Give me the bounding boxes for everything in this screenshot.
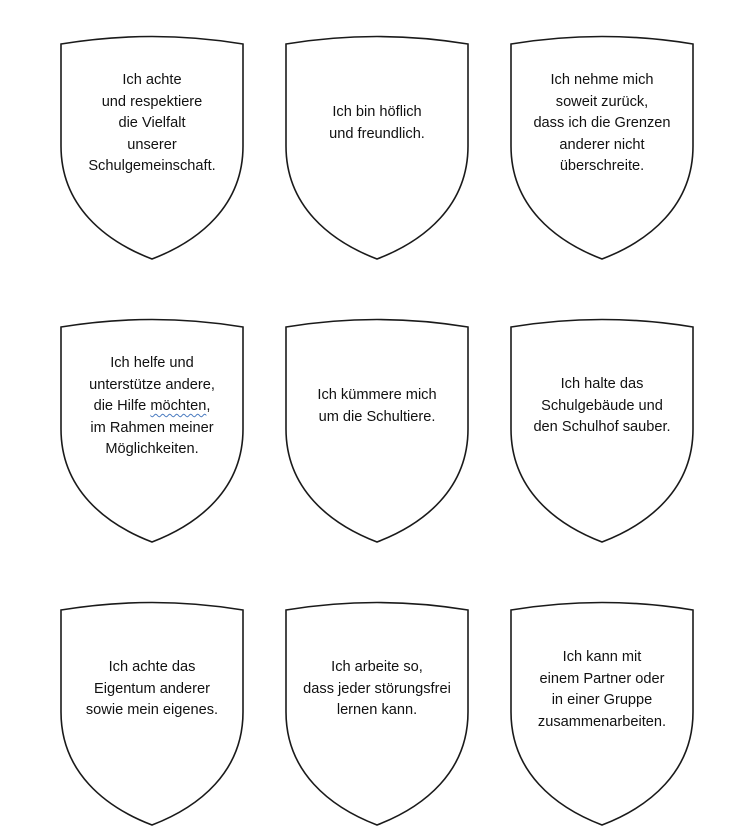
shield-card-text — [517, 374, 687, 439]
shield-line: sowie mein eigenes. — [85, 702, 219, 718]
shield-card-text — [292, 657, 462, 722]
shield-line: Schulgebäude und — [541, 397, 663, 414]
shield-line: anderer nicht — [559, 136, 645, 153]
shield-card-6 — [509, 319, 695, 543]
shield-card-text — [67, 353, 237, 461]
shield-card-text — [292, 385, 462, 428]
shield-line-suffix: , — [206, 398, 211, 414]
shield-line — [67, 396, 237, 418]
shield-line: den Schulhof sauber. — [533, 419, 671, 435]
shield-line: Ich achte das — [108, 659, 196, 675]
shield-line: und freundlich. — [329, 125, 425, 142]
shield-line: dass ich die Grenzen — [533, 115, 671, 131]
shield-line: in einer Gruppe — [551, 692, 653, 708]
shield-line: Ich helfe und — [110, 355, 194, 371]
shield-card-7 — [59, 602, 245, 826]
shield-card-text — [292, 102, 462, 145]
shield-card-1 — [59, 36, 245, 260]
shield-line: Eigentum anderer — [93, 680, 210, 697]
shield-line: Ich achte — [122, 72, 182, 88]
shield-line: im Rahmen meiner — [90, 419, 214, 436]
shield-line: die Vielfalt — [118, 115, 186, 131]
shield-line: Ich bin höflich — [332, 104, 422, 120]
shield-outline — [284, 319, 470, 543]
shield-line-prefix: die Hilfe — [93, 398, 151, 414]
shield-line: und respektiere — [101, 93, 203, 110]
shield-line: unserer — [127, 136, 177, 153]
shield-line: zusammenarbeiten. — [537, 713, 667, 730]
shield-line: überschreite. — [559, 158, 645, 174]
shield-card-3 — [509, 36, 695, 260]
shield-card-text — [517, 70, 687, 178]
shield-line: Ich halte das — [560, 376, 644, 392]
shield-line: unterstütze andere, — [89, 376, 215, 393]
flagged-word: möchten — [150, 398, 207, 414]
shield-card-2 — [284, 36, 470, 260]
shield-line: einem Partner oder — [539, 670, 665, 687]
shield-line: Möglichkeiten. — [105, 441, 199, 457]
shield-line: um die Schultiere. — [318, 408, 436, 425]
shield-line: Ich nehme mich — [550, 72, 654, 88]
shield-card-9 — [509, 602, 695, 826]
shield-line: Schulgemeinschaft. — [88, 158, 216, 174]
shield-card-5 — [284, 319, 470, 543]
shield-line: dass jeder störungsfrei — [303, 680, 451, 697]
shield-card-text — [67, 657, 237, 722]
shield-line: lernen kann. — [336, 702, 418, 718]
shield-line: soweit zurück, — [555, 93, 649, 110]
shield-outline — [284, 36, 470, 260]
shield-card-text — [517, 647, 687, 733]
shield-line: Ich kann mit — [562, 649, 642, 665]
shield-line: Ich kümmere mich — [317, 387, 437, 403]
shield-card-text — [67, 70, 237, 178]
shield-card-4 — [59, 319, 245, 543]
shield-card-8 — [284, 602, 470, 826]
shield-line: Ich arbeite so, — [331, 659, 423, 675]
